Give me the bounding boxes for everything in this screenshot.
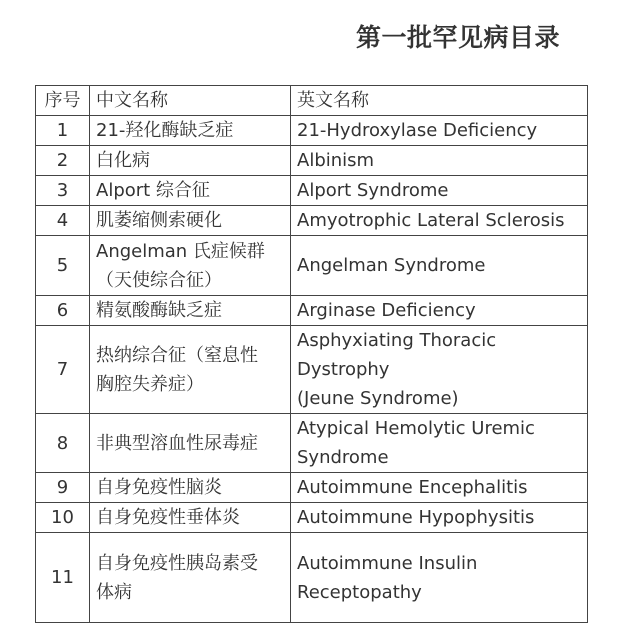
chinese-name: 热纳综合征（窒息性 胸腔失养症） — [90, 326, 291, 414]
chinese-name: 肌萎缩侧索硬化 — [90, 206, 291, 236]
chinese-name: Alport 综合征 — [90, 176, 291, 206]
table-row — [36, 296, 588, 326]
english-name: Arginase Deficiency — [291, 296, 588, 326]
english-name: Autoimmune Hypophysitis — [291, 503, 588, 533]
english-name: Albinism — [291, 146, 588, 176]
chinese-name: 自身免疫性垂体炎 — [90, 503, 291, 533]
chinese-name: 自身免疫性脑炎 — [90, 473, 291, 503]
header-english-name: 英文名称 — [291, 86, 588, 116]
english-name: 21-Hydroxylase Deficiency — [291, 116, 588, 146]
english-name: Autoimmune Encephalitis — [291, 473, 588, 503]
row-number: 1 — [36, 116, 90, 146]
header-chinese-name: 中文名称 — [90, 86, 291, 116]
header-number: 序号 — [36, 86, 90, 116]
rare-disease-table — [35, 85, 588, 623]
english-name: Angelman Syndrome — [291, 236, 588, 296]
row-number: 5 — [36, 236, 90, 296]
chinese-name: 非典型溶血性尿毒症 — [90, 414, 291, 473]
table-row — [36, 326, 588, 414]
row-number: 9 — [36, 473, 90, 503]
table-row — [36, 414, 588, 473]
row-number: 7 — [36, 326, 90, 414]
table-row — [36, 176, 588, 206]
table-row — [36, 116, 588, 146]
row-number: 6 — [36, 296, 90, 326]
row-number: 11 — [36, 533, 90, 623]
table-row — [36, 206, 588, 236]
table-row — [36, 146, 588, 176]
chinese-name: Angelman 氏症候群 （天使综合征） — [90, 236, 291, 296]
table-row — [36, 236, 588, 296]
row-number: 10 — [36, 503, 90, 533]
english-name: Asphyxiating Thoracic Dystrophy (Jeune Syndrome) — [291, 326, 588, 414]
page-title: 第一批罕见病目录 — [356, 23, 561, 52]
english-name: Alport Syndrome — [291, 176, 588, 206]
row-number: 3 — [36, 176, 90, 206]
table-row — [36, 503, 588, 533]
row-number: 2 — [36, 146, 90, 176]
row-number: 4 — [36, 206, 90, 236]
chinese-name: 精氨酸酶缺乏症 — [90, 296, 291, 326]
row-number: 8 — [36, 414, 90, 473]
english-name: Amyotrophic Lateral Sclerosis — [291, 206, 588, 236]
table-row — [36, 473, 588, 503]
chinese-name: 21-羟化酶缺乏症 — [90, 116, 291, 146]
table-row — [36, 533, 588, 623]
chinese-name: 自身免疫性胰岛素受 体病 — [90, 533, 291, 623]
english-name: Autoimmune Insulin Receptopathy — [291, 533, 588, 623]
english-name: Atypical Hemolytic Uremic Syndrome — [291, 414, 588, 473]
chinese-name: 白化病 — [90, 146, 291, 176]
table-header-row — [36, 86, 588, 116]
